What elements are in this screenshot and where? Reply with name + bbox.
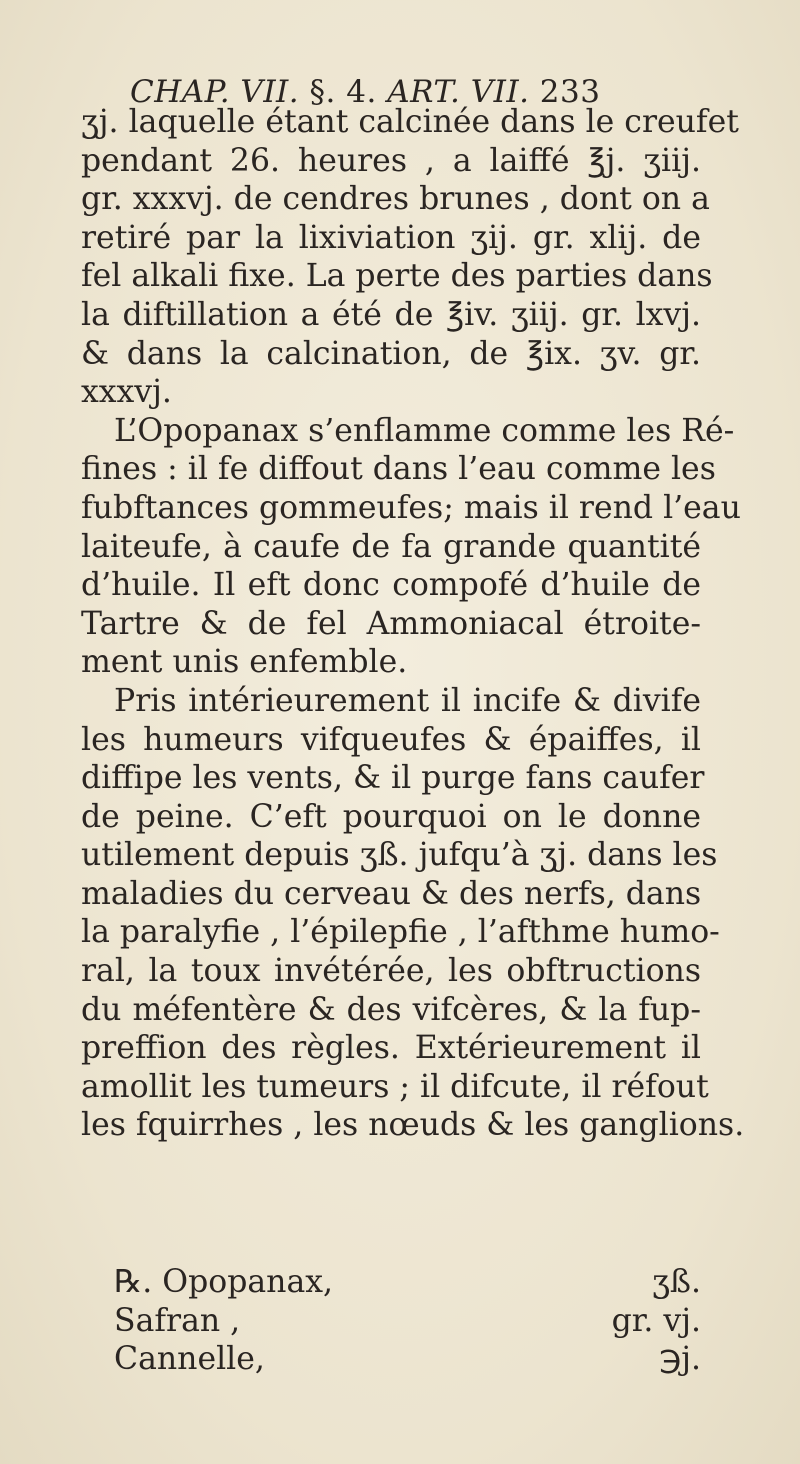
recipe-row: [81, 1263, 701, 1302]
recipe-quantity: ʒß.: [652, 1264, 701, 1300]
recipe-list: [81, 1263, 701, 1379]
text-line: amollit les tumeurs ; il difcute, il réfout: [81, 1068, 709, 1105]
text-line: laiteufe, à caufe de fa grande quantité: [81, 528, 701, 565]
text-line: xxxvj.: [81, 374, 172, 411]
body-text: [81, 103, 745, 1145]
text-line: du méfentère & des vifcères, & la fup-: [81, 991, 701, 1028]
recipe-row: [81, 1302, 701, 1341]
text-line: ral, la toux invétérée, les obftructions: [81, 953, 701, 990]
text-line: L’Opopanax s’enflamme comme les Ré-: [114, 412, 735, 449]
text-line: fubftances gommeufes; mais il rend l’eau: [81, 489, 741, 526]
text-line: maladies du cerveau & des nerfs, dans: [81, 875, 702, 912]
text-line: d’huile. Il eft donc compofé d’huile de: [81, 567, 701, 604]
text-line: retiré par la lixiviation ʒij. gr. xlij. de: [81, 219, 701, 256]
text-line: de peine. C’eft pourquoi on le donne: [81, 798, 701, 835]
recipe-row: [81, 1340, 701, 1379]
text-line: diffipe les vents, & il purge fans caufer: [81, 760, 705, 797]
header-chapter: CHAP. VII.: [130, 74, 300, 110]
text-line: Pris intérieurement il incife & divife: [114, 682, 701, 719]
recipe-ingredient: Safran ,: [114, 1302, 241, 1339]
text-line: utilement depuis ʒß. jufqu’à ʒj. dans les: [81, 837, 718, 874]
header-section: §. 4.: [309, 74, 377, 110]
text-line: les humeurs vifqueufes & épaiffes, il: [81, 721, 701, 758]
text-line: preffion des règles. Extérieurement il: [81, 1030, 701, 1067]
header-article: ART. VII.: [387, 74, 530, 110]
text-line: ʒj. laquelle étant calcinée dans le creufet: [81, 104, 739, 140]
text-line: fel alkali fixe. La perte des parties dans: [81, 258, 713, 295]
text-line: les fquirrhes , les nœuds & les ganglions.: [81, 1107, 745, 1144]
text-line: la paralyfie , l’épilepfie , l’afthme humo-: [81, 914, 720, 951]
text-line: la diftillation a été de ℥iv. ʒiij. gr. lxvj.: [81, 296, 701, 333]
recipe-ingredient: Cannelle,: [114, 1341, 265, 1378]
header-page-number: 233: [539, 74, 601, 110]
text-line: fines : il fe diffout dans l’eau comme les: [81, 451, 716, 488]
recipe-quantity: ℈j.: [659, 1341, 701, 1378]
text-line: & dans la calcination, de ℥ix. ʒv. gr.: [81, 335, 701, 372]
text-line: gr. xxxvj. de cendres brunes , dont on a: [81, 181, 710, 218]
text-line: pendant 26. heures , a laiffé ℥j. ʒiij.: [81, 142, 701, 179]
recipe-ingredient: ℞. Opopanax,: [114, 1264, 334, 1300]
text-line: ment unis enfemble.: [81, 644, 408, 681]
recipe-quantity: gr. vj.: [611, 1302, 701, 1339]
text-line: Tartre & de fel Ammoniacal étroite-: [81, 605, 701, 642]
